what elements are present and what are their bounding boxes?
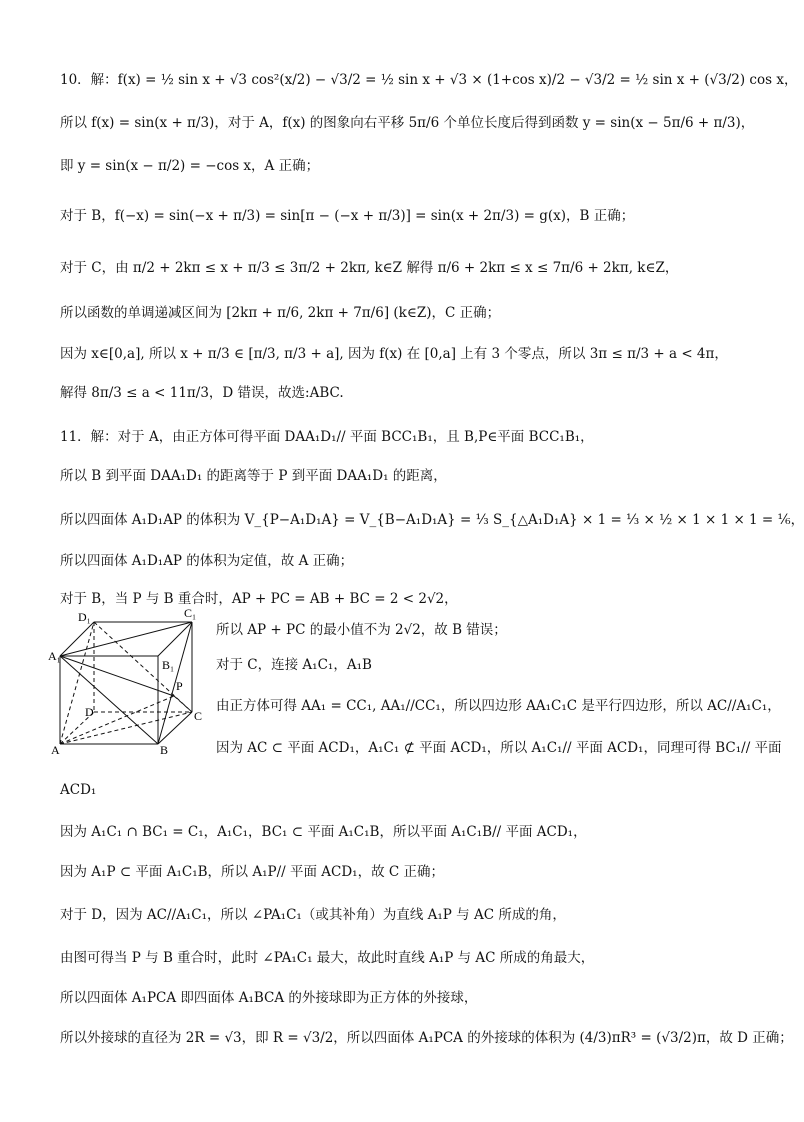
p11-line-5: 对于 B，当 P 与 B 重合时，AP + PC = AB + BC = 2 < 2√2，: [60, 591, 458, 607]
label-A1: A₁: [48, 649, 61, 663]
p10-line-3: 即 y = sin(x − π/2) = −cos x，A 正确；: [60, 158, 320, 174]
p10-line-8: 解得 8π/3 ≤ a < 11π/3，D 错误，故选:ABC.: [60, 385, 344, 401]
p10-line-7: 因为 x∈[0,a], 所以 x + π/3 ∈ [π/3, π/3 + a], 因为 f(x) 在 [0,a] 上有 3 个零点，所以 3π ≤ π/3 + a < 4π，: [60, 346, 728, 362]
edge-b-c: [158, 712, 192, 744]
diag-a1-b: [60, 656, 158, 744]
label-D1: D₁: [78, 610, 91, 624]
p10-line-4: 对于 B，f(−x) = sin(−x + π/3) = sin[π − (−x + π/3)] = sin(x + 2π/3) = g(x)，B 正确；: [60, 208, 635, 224]
p11-line-1: 11．解：对于 A，由正方体可得平面 DAA₁D₁// 平面 BCC₁B₁，且 B,P∈平面 BCC₁B₁，: [60, 429, 594, 445]
label-D: D: [85, 705, 94, 719]
label-B: B: [160, 743, 169, 757]
label-C: C: [194, 709, 203, 723]
cube-figure: [48, 606, 203, 760]
cube-diagram: [48, 606, 203, 757]
p11-line-11: 因为 A₁C₁ ∩ BC₁ = C₁，A₁C₁，BC₁ ⊂ 平面 A₁C₁B，所以平面 A₁C₁B// 平面 ACD₁，: [60, 824, 587, 840]
hidden-a-d1: [60, 622, 94, 744]
p11-line-10: ACD₁: [60, 782, 97, 798]
p11-line-15: 所以四面体 A₁PCA 即四面体 A₁BCA 的外接球即为正方体的外接球，: [60, 990, 478, 1006]
label-B1: B₁: [162, 658, 175, 672]
p10-line-2: 所以 f(x) = sin(x + π/3)，对于 A，f(x) 的图象向右平移 5π/6 个单位长度后得到函数 y = sin(x − 5π/6 + π/3)，: [60, 115, 755, 131]
label-P: P: [176, 679, 183, 693]
p10-line-6: 所以函数的单调递减区间为 [2kπ + π/6, 2kπ + 7π/6] (k∈Z)，C 正确；: [60, 305, 501, 321]
p11-line-6: 所以 AP + PC 的最小值不为 2√2，故 B 错误；: [216, 622, 507, 638]
diag-c1-b: [158, 622, 192, 744]
label-C1: C₁: [184, 606, 197, 620]
p11-line-2: 所以 B 到平面 DAA₁D₁ 的距离等于 P 到平面 DAA₁D₁ 的距离，: [60, 468, 447, 484]
p11-line-13: 对于 D，因为 AC//A₁C₁，所以 ∠PA₁C₁（或其补角）为直线 A₁P 与 AC 所成的角，: [60, 907, 566, 923]
p11-line-14: 由图可得当 P 与 B 重合时，此时 ∠PA₁C₁ 最大，故此时直线 A₁P 与 AC 所成的角最大，: [60, 950, 595, 966]
hidden-a-c: [60, 712, 192, 744]
p11-line-16: 所以外接球的直径为 2R = √3，即 R = √3/2，所以四面体 A₁PCA 的外接球的体积为 (4/3)πR³ = (√3/2)π，故 D 正确；: [60, 1030, 793, 1046]
seg-a1-p: [60, 656, 174, 696]
hidden-d1-c: [94, 622, 192, 712]
p11-line-8: 由正方体可得 AA₁ = CC₁, AA₁//CC₁，所以四边形 AA₁C₁C 是平行四边形，所以 AC//A₁C₁，: [216, 698, 781, 714]
p10-line-1: 10．解：f(x) = ½ sin x + √3 cos²(x/2) − √3/2 = ½ sin x + √3 × (1+cos x)/2 − √3/2 = ½ sin x + (√3/2) cos x，: [60, 72, 798, 88]
p11-line-9: 因为 AC ⊂ 平面 ACD₁，A₁C₁ ⊄ 平面 ACD₁，所以 A₁C₁// 平面 ACD₁，同理可得 BC₁// 平面: [216, 740, 782, 756]
p11-line-7: 对于 C，连接 A₁C₁，A₁B: [216, 657, 372, 673]
p11-line-12: 因为 A₁P ⊂ 平面 A₁C₁B，所以 A₁P// 平面 ACD₁，故 C 正确；: [60, 864, 444, 880]
p11-line-3: 所以四面体 A₁D₁AP 的体积为 V_{P−A₁D₁A} = V_{B−A₁D₁A} = ⅓ S_{△A₁D₁A} × 1 = ⅓ × ½ × 1 × 1 × 1 = ⅙，: [60, 512, 804, 528]
p11-line-4: 所以四面体 A₁D₁AP 的体积为定值，故 A 正确；: [60, 553, 354, 569]
p10-line-5: 对于 C，由 π/2 + 2kπ ≤ x + π/3 ≤ 3π/2 + 2kπ, k∈Z 解得 π/6 + 2kπ ≤ x ≤ 7π/6 + 2kπ, k∈Z，: [60, 260, 679, 276]
label-A: A: [51, 743, 60, 757]
